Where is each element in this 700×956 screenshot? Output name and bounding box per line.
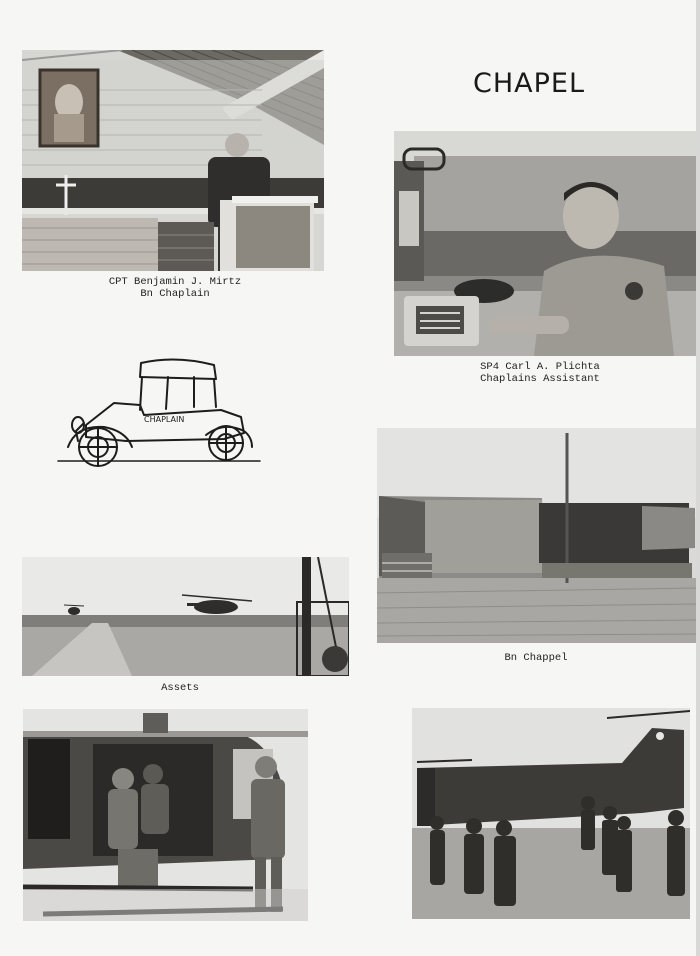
svg-text:CHAPLAIN: CHAPLAIN [144,415,185,424]
chaplain-caption-name: CPT Benjamin J. Mirtz [108,276,242,288]
battalion-chapel-caption: Bn Chappel [504,652,568,664]
battalion-chapel-tent-photo [377,428,696,643]
page-edge-shadow [696,0,700,956]
chinook-soldiers-photo [412,708,690,919]
assistant-caption-name: SP4 Carl A. Plichta [480,361,600,373]
huey-soldiers-photo [23,709,308,921]
assistant-caption-role: Chaplains Assistant [480,373,600,385]
assistant-photo [394,131,698,356]
chaplain-car-sketch [56,355,262,467]
page-title: CHAPEL [473,68,586,99]
chaplain-caption-role: Bn Chaplain [140,288,210,300]
assets-helicopters-photo [22,557,349,676]
chaplain-photo [22,50,324,271]
assets-caption: Assets [161,682,199,694]
